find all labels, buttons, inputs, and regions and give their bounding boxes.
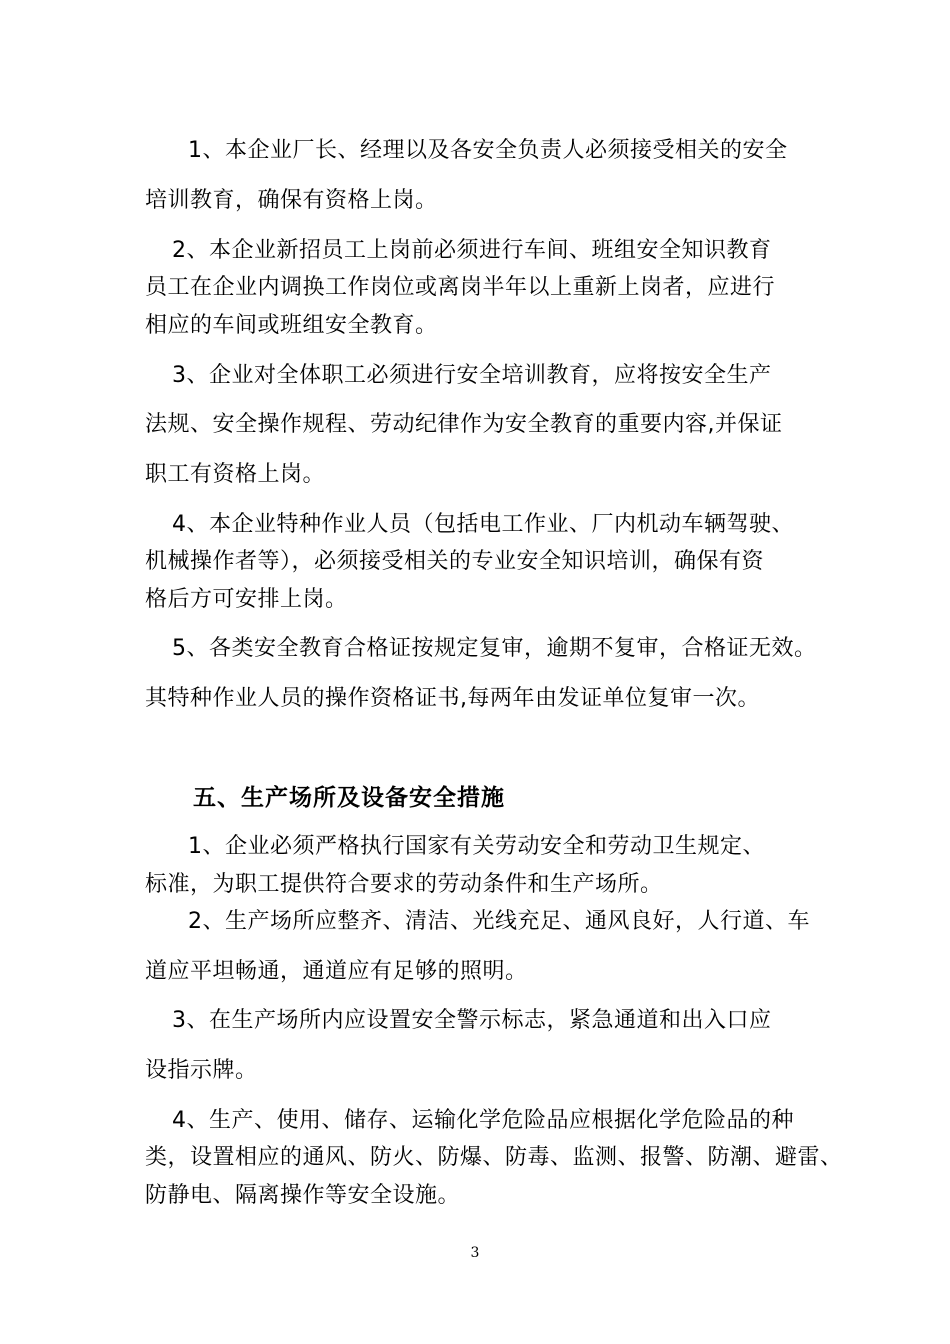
page-number: 3 [470,1245,480,1261]
paragraph-line: 机械操作者等），必须接受相关的专业安全知识培训，确保有资 [145,549,765,574]
paragraph-line: 防静电、隔离操作等安全设施。 [145,1183,461,1208]
paragraph-line: 1、本企业厂长、经理以及各安全负责人必须接受相关的安全 [188,138,788,163]
paragraph-line: 4、生产、使用、储存、运输化学危险品应根据化学危险品的种 [172,1108,794,1133]
paragraph-line: 标准，为职工提供符合要求的劳动条件和生产场所。 [145,872,663,897]
paragraph-line: 2、生产场所应整齐、清洁、光线充足、通风良好，人行道、车 [188,909,810,934]
paragraph-line: 5、各类安全教育合格证按规定复审，逾期不复审，合格证无效。 [172,636,817,661]
section-heading: 五、生产场所及设备安全措施 [193,785,505,811]
paragraph-line: 4、本企业特种作业人员（包括电工作业、厂内机动车辆驾驶、 [172,512,794,537]
paragraph-line: 设指示牌。 [145,1058,258,1083]
paragraph-line: 培训教育，确保有资格上岗。 [145,188,438,213]
paragraph-line: 职工有资格上岗。 [145,462,326,487]
paragraph-line: 相应的车间或班组安全教育。 [145,313,438,338]
paragraph-line: 其特种作业人员的操作资格证书,每两年由发证单位复审一次。 [145,686,760,711]
paragraph-line: 格后方可安排上岗。 [145,587,348,612]
paragraph-line: 员工在企业内调换工作岗位或离岗半年以上重新上岗者，应进行 [145,275,776,300]
paragraph-line: 道应平坦畅通，通道应有足够的照明。 [145,959,528,984]
paragraph-line: 3、在生产场所内应设置安全警示标志，紧急通道和出入口应 [172,1008,772,1033]
paragraph-line: 2、本企业新招员工上岗前必须进行车间、班组安全知识教育 [172,238,772,263]
paragraph-line: 1、企业必须严格执行国家有关劳动安全和劳动卫生规定、 [188,834,765,859]
paragraph-line: 3、企业对全体职工必须进行安全培训教育，应将按安全生产 [172,363,772,388]
paragraph-line: 类，设置相应的通风、防火、防爆、防毒、监测、报警、防潮、避雷、 [145,1145,843,1170]
paragraph-line: 法规、安全操作规程、劳动纪律作为安全教育的重要内容,并保证 [145,412,783,437]
